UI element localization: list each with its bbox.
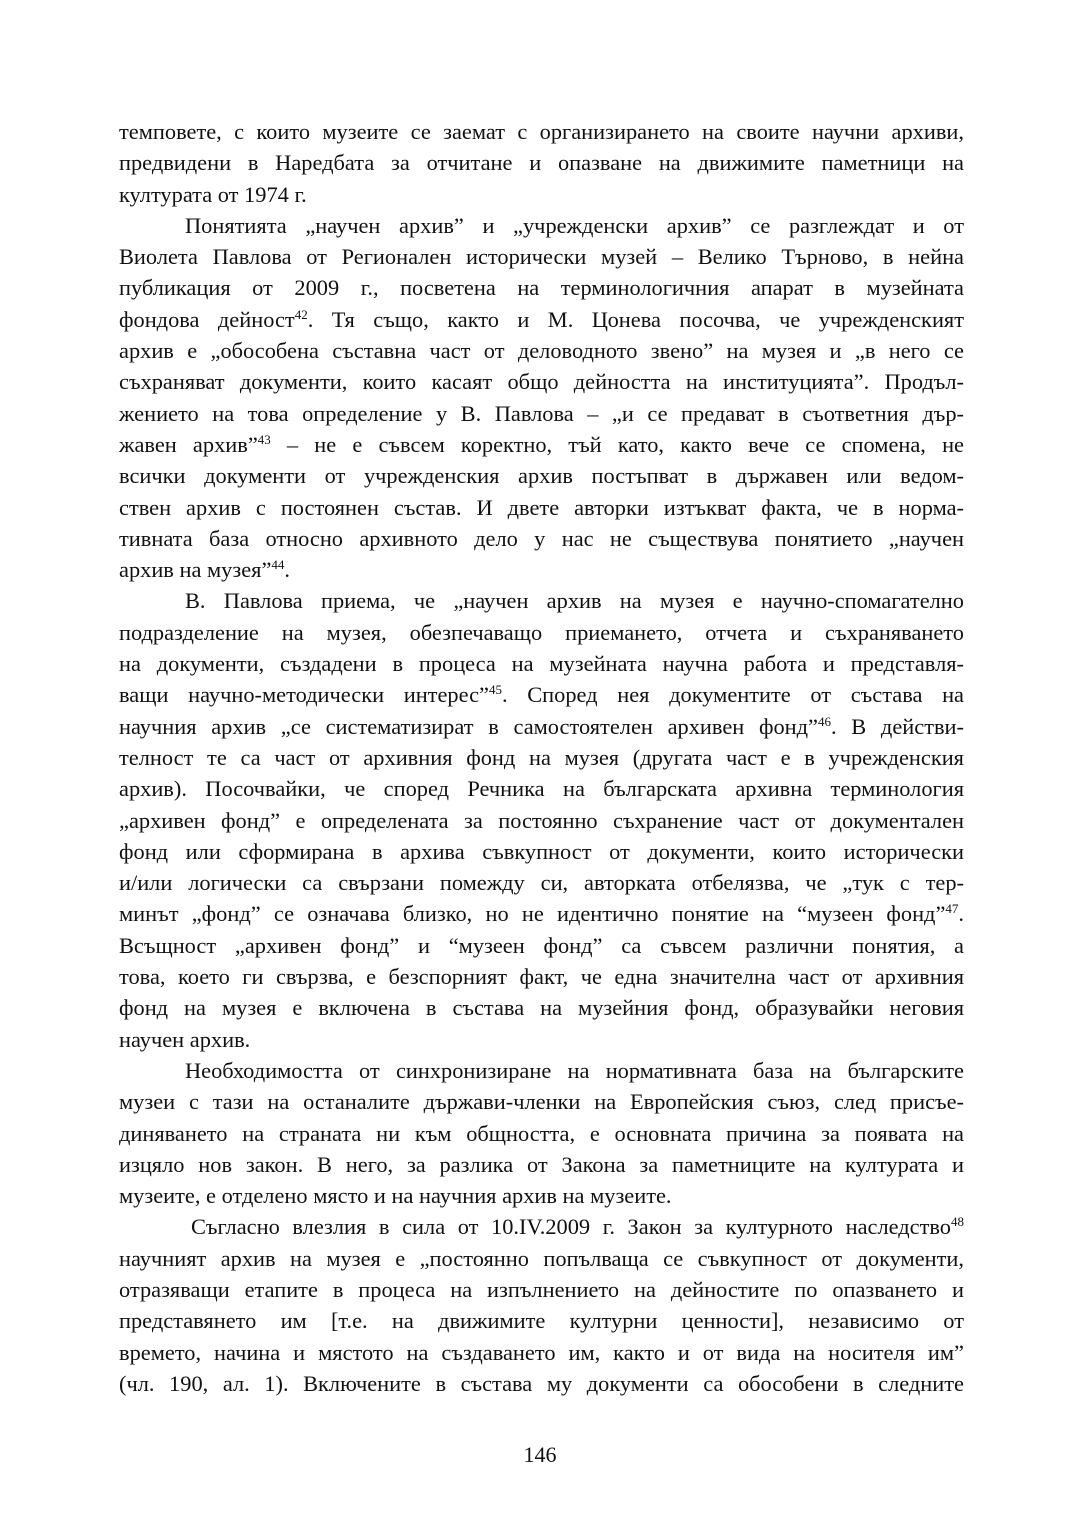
text-line: ствен архив с постоянен състав. И двете авторки изтъкват факта, че в норма- [119, 494, 964, 520]
text-line: предвидени в Наредбата за отчитане и опазване на движимите паметници на [119, 150, 964, 176]
text-line: жавен архив”$^{43}$ – не е съвсем коректно, тъй като, както вече се спомена, не [119, 431, 964, 457]
page-body [119, 116, 964, 1399]
text-line: диняването на страната ни към общността, е основната причина за появата на [119, 1120, 964, 1146]
text-line: фонд на музея е включена в състава на музейния фонд, образувайки неговия [119, 995, 964, 1021]
footnote-marker: 43 [257, 431, 271, 447]
footnote-marker: 47 [945, 901, 959, 917]
text-line: музеи с тази на останалите държави-членки на Европейския съюз, след присъе- [119, 1089, 964, 1115]
text-line: и/или логически са свързани помежду си, авторката отбелязва, че „тук с тер- [119, 870, 964, 896]
paragraph [119, 585, 964, 1054]
text-line: Необходимостта от синхронизиране на нормативната база на българските [185, 1057, 964, 1083]
footnote-marker: 42 [294, 306, 308, 322]
text-line: изцяло нов закон. В него, за разлика от Закона за паметниците на културата и [119, 1151, 964, 1177]
text-line: темповете, с които музеите се заемат с организирането на своите научни архиви, [119, 119, 964, 144]
text-line: Понятията „научен архив” и „учрежденски архив” се разглеждат и от [185, 212, 964, 238]
text-line: телност те са част от архивния фонд на музея (другата част е в учрежденския [119, 744, 964, 770]
text-line: Съгласно влезлия в сила от 10.IV.2009 г. Закон за културното наследство$^{48}$ [191, 1214, 964, 1240]
text-line: всички документи от учрежденския архив постъпват в държавен или ведом- [119, 463, 964, 489]
footnote-marker: 46 [817, 713, 831, 729]
text-line: научния архив „се систематизират в самостоятелен архивен фонд”$^{46}$. В действи- [119, 713, 964, 739]
text-line: музеите, е отделено място и на научния архив на музеите. [119, 1183, 672, 1209]
text-line: това, което ги свързва, е безспорният факт, че една значителна част от архивния [119, 964, 964, 990]
footnote-marker: 44 [271, 557, 285, 573]
text-line: на документи, създадени в процеса на музейната научна работа и представля- [119, 651, 964, 677]
paragraph [119, 1055, 964, 1211]
text-line: Всъщност „архивен фонд” и “музеен фонд” са съвсем различни понятия, а [119, 932, 964, 958]
text-line: жението на това определение у В. Павлова – „и се предават в съответния дър- [119, 400, 964, 426]
paragraph [119, 116, 964, 210]
text-line: времето, начина и мястото на създаването им, както и от вида на носителя им” [119, 1339, 964, 1365]
text-line: „архивен фонд” е определената за постоянно съхранение част от документален [119, 807, 964, 833]
text-line: Виолета Павлова от Регионален исторически музей – Велико Търново, в нейна [119, 244, 964, 270]
footnote-marker: 48 [951, 1214, 964, 1230]
text-line: културата от 1974 г. [119, 181, 307, 207]
text-line: архив е „обособена съставна част от деловодното звено” на музея и „в него се [119, 338, 964, 364]
text-line: (чл. 190, ал. 1). Включените в състава му документи са обособени в следните [119, 1370, 964, 1396]
page-number: 146 [523, 1442, 557, 1467]
text-line: научен архив. [119, 1026, 251, 1052]
text-line: публикация от 2009 г., посветена на терминологичния апарат в музейната [119, 275, 964, 301]
text-line: отразяващи етапите в процеса на изпълнението на дейностите по опазването и [119, 1276, 964, 1302]
paragraph [119, 210, 964, 586]
text-line: В. Павлова приема, че „научен архив на музея е научно-спомагателно [185, 588, 964, 614]
paragraph [119, 1211, 964, 1399]
text-line: ващи научно-методически интерес”$^{45}$. Според нея документите от състава на [119, 682, 964, 708]
text-line: подразделение на музея, обезпечаващо приемането, отчета и съхраняването [119, 619, 964, 645]
text-line: архив на музея”$^{44}$. [119, 557, 290, 583]
text-line: съхраняват документи, които касаят общо дейността на институцията”. Продъл- [119, 369, 964, 395]
text-line: тивната база относно архивното дело у нас не съществува понятието „научен [119, 525, 964, 551]
text-line: минът „фонд” се означава близко, но не идентично понятие на “музеен фонд”$^{47}$. [119, 901, 964, 927]
footnote-marker: 45 [488, 682, 502, 698]
text-line: фонд или сформирана в архива съвкупност от документи, които исторически [119, 838, 964, 864]
text-line: представянето им [т.е. на движимите културни ценности], независимо от [119, 1308, 964, 1334]
text-line: архив). Посочвайки, че според Речника на българската архивна терминология [119, 776, 964, 802]
text-line: фондова дейност$^{42}$. Тя също, както и М. Цонева посочва, че учрежденският [119, 306, 965, 332]
text-line: научният архив на музея е „постоянно попълваща се съвкупност от документи, [119, 1245, 964, 1271]
